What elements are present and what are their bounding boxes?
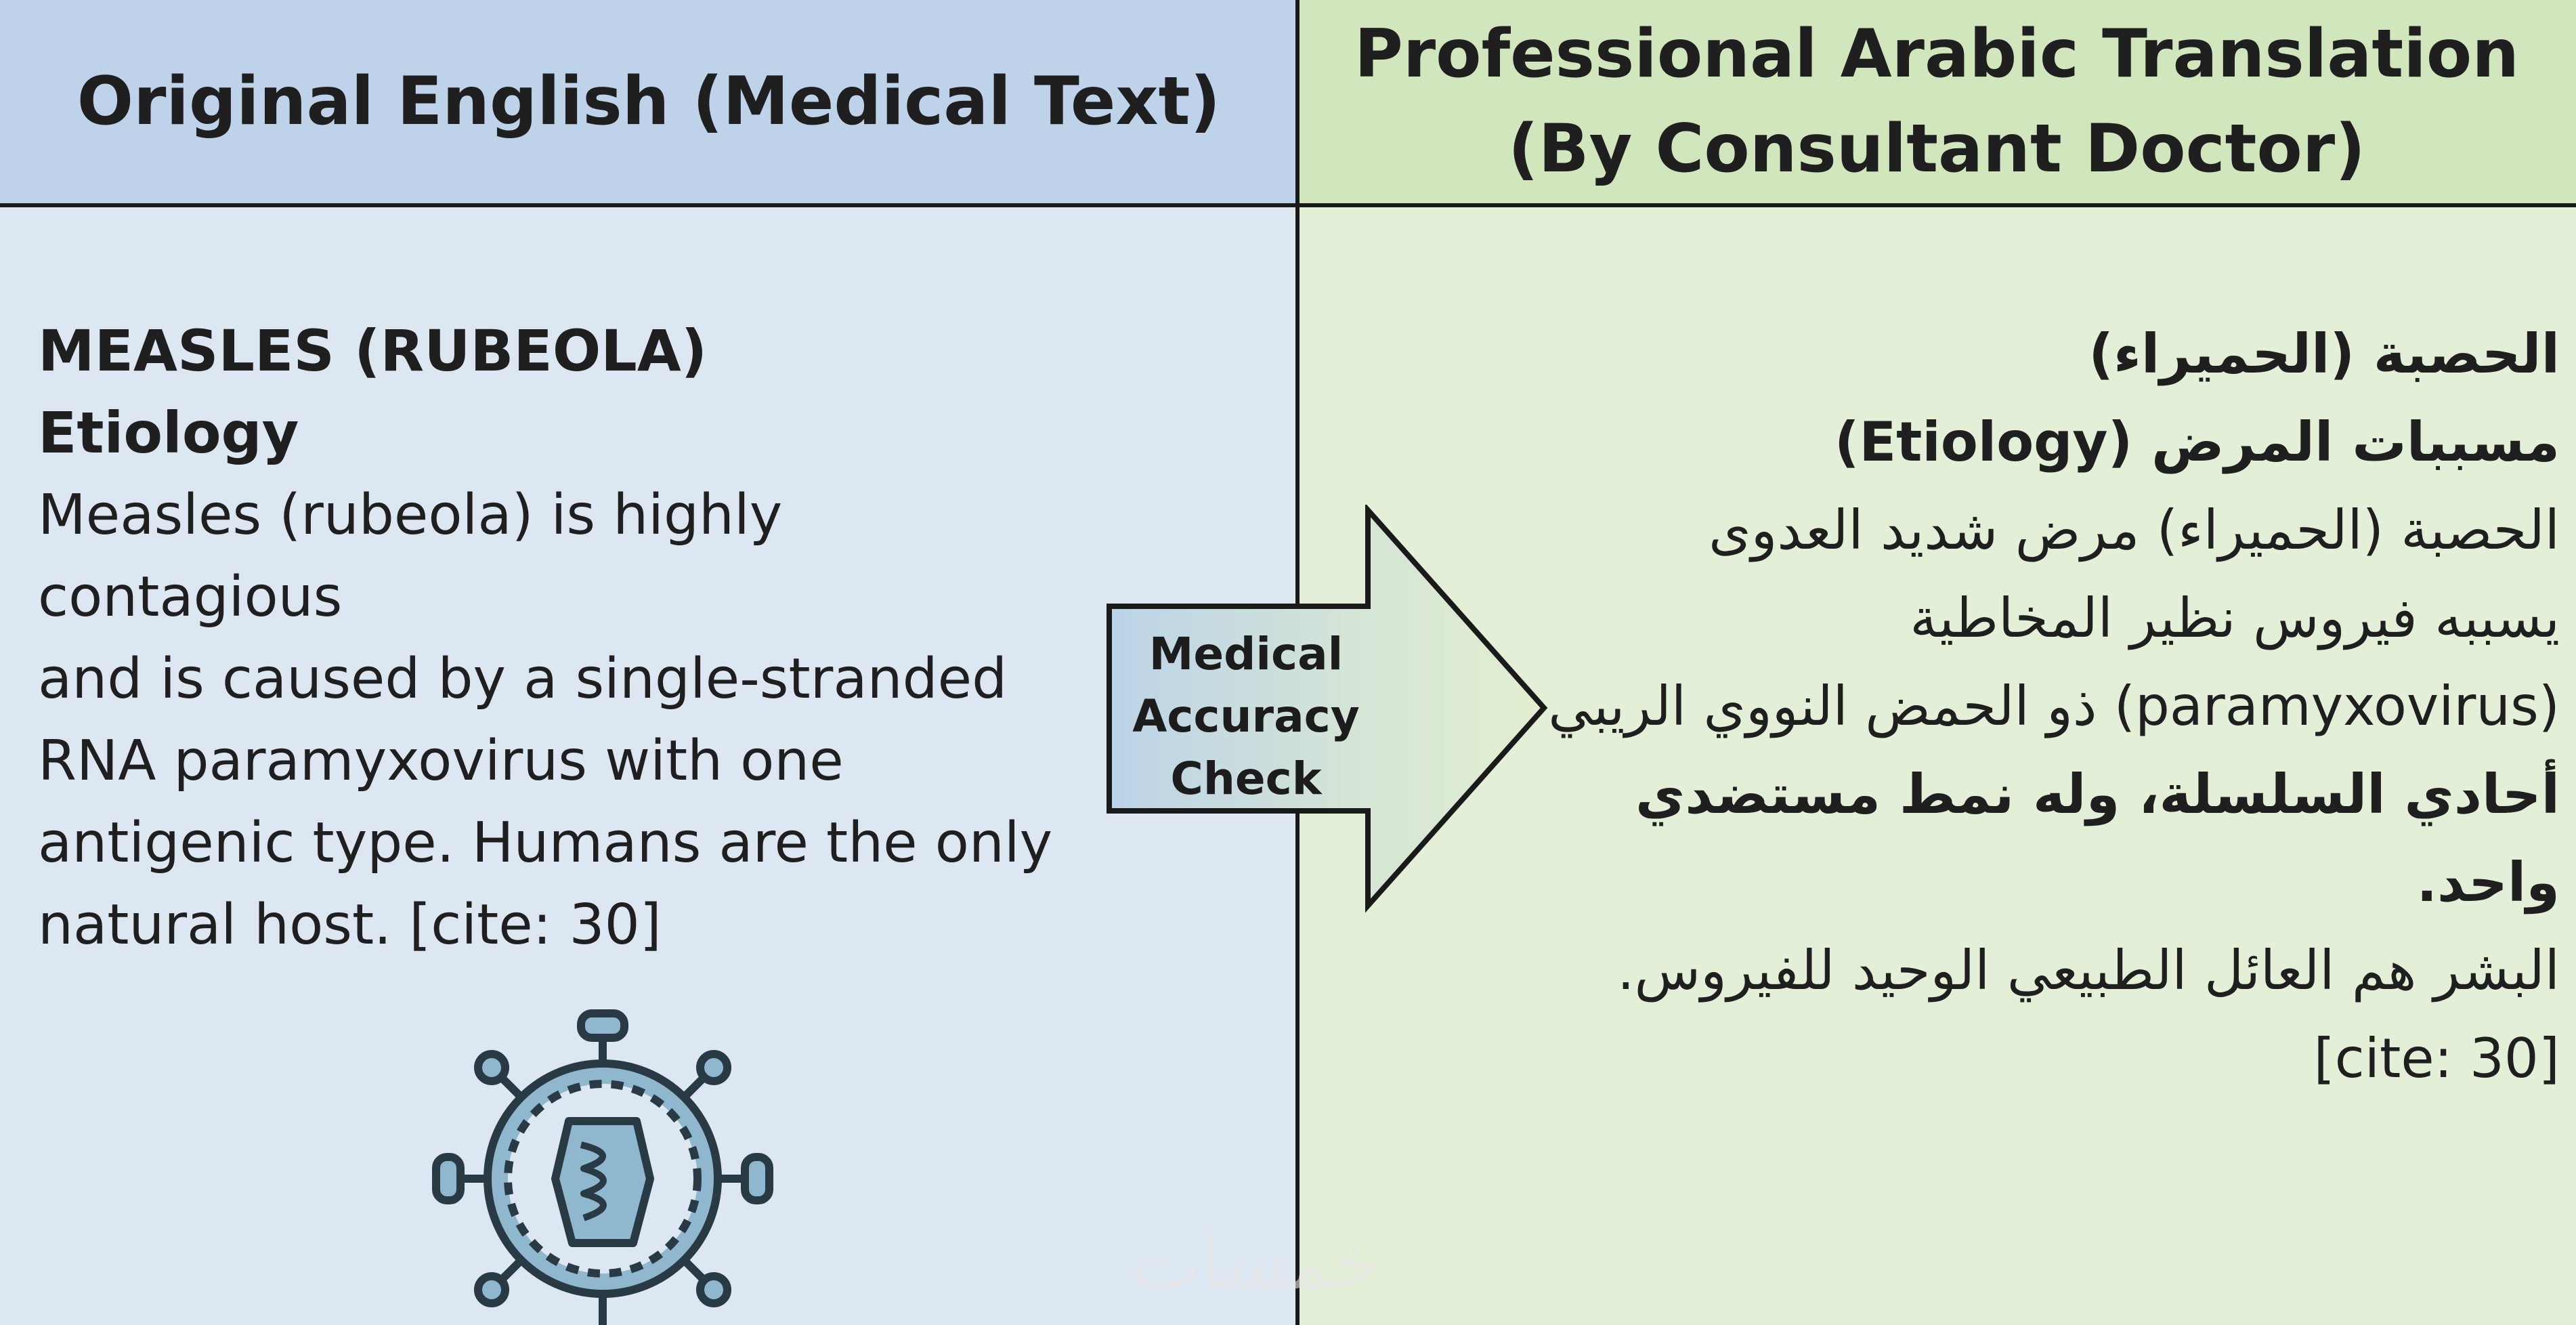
arrow-label-line-2: Accuracy: [1132, 690, 1360, 742]
english-text-block: [38, 310, 1094, 966]
english-title: MEASLES (RUBEOLA): [38, 318, 708, 384]
arabic-line-5: البشر هم العائل الطبيعي الوحيد للفيروس.: [1617, 939, 2560, 1002]
accuracy-check-arrow: [1104, 505, 1551, 918]
english-line-1: Measles (rubeola) is highly contagious: [38, 483, 783, 629]
english-line-5: natural host. [cite: 30]: [38, 893, 662, 957]
arabic-text-block: [1476, 310, 2560, 1103]
arabic-line-4: أحادي السلسلة، وله نمط مستضدي واحد.: [1635, 763, 2560, 914]
arrow-label-line-3: Check: [1170, 753, 1322, 805]
english-line-2: and is caused by a single-stranded: [38, 647, 1008, 711]
arrow-label: [1131, 623, 1361, 810]
arrow-label-line-1: Medical: [1149, 628, 1344, 680]
arabic-line-6: [cite: 30]: [2313, 1027, 2560, 1090]
arabic-line-3: (paramyxovirus) ذو الحمض النووي الريبي: [1548, 675, 2560, 738]
arabic-line-2: يسببه فيروس نظير المخاطية: [1910, 587, 2560, 650]
english-panel-header: [0, 0, 1297, 207]
english-header-text: Original English (Medical Text): [77, 63, 1221, 140]
arabic-header-line-2: (By Consultant Doctor): [1508, 110, 2365, 188]
english-subtitle: Etiology: [38, 400, 299, 466]
arabic-subtitle: مسببات المرض (Etiology): [1834, 411, 2560, 474]
arabic-header-line-1: Professional Arabic Translation: [1354, 16, 2519, 93]
virus-icon: [427, 1003, 779, 1325]
watermark: خمسات: [1131, 1219, 1379, 1306]
english-line-4: antigenic type. Humans are the only: [38, 811, 1053, 875]
arabic-title: الحصبة (الحميراء): [2088, 322, 2560, 385]
arabic-line-1: الحصبة (الحميراء) مرض شديد العدوى: [1709, 499, 2560, 562]
english-line-3: RNA paramyxovirus with one: [38, 729, 844, 793]
arabic-panel-header: [1297, 0, 2576, 207]
